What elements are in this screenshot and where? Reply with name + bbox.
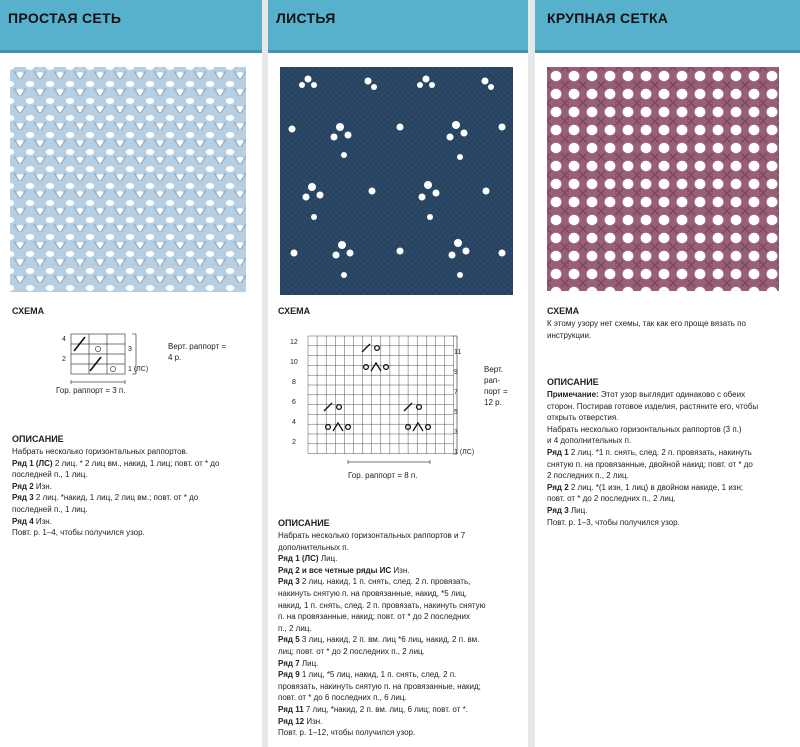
description-text	[278, 530, 523, 739]
chart-row-label: 9	[454, 369, 458, 376]
column-simple-net	[0, 0, 262, 747]
description-line: Ряд 5 3 лиц, накид, 2 п. вм. лиц *6 лиц, накид, 2 п. вм.	[278, 635, 480, 645]
description-line: повт. от * до 2 последних п., 2 лиц.	[547, 494, 676, 504]
description-line: повт. от * до 6 последних п., 6 лиц.	[278, 693, 407, 703]
swatch-photo-leaves	[280, 67, 513, 295]
description-line: Ряд 2 2 лиц. *(1 изн, 1 лиц) в двойном накиде, 1 изн;	[547, 482, 744, 492]
swatch-photo-simple-net	[10, 67, 246, 292]
description-line: последней п., 1 лиц.	[12, 504, 88, 514]
description-label: ОПИСАНИЕ	[12, 434, 64, 444]
chart-row-label: 5	[454, 409, 458, 416]
chart-row-label: 7	[454, 389, 458, 396]
column-header	[0, 0, 262, 53]
column-title: ЛИСТЬЯ	[276, 10, 336, 26]
description-line: сторон. Постирав готовое изделия, растяните его, чтобы	[547, 401, 759, 411]
schema-note	[547, 318, 792, 341]
description-line: Ряд 1 (ЛС) Лиц.	[278, 554, 338, 564]
description-line: Набрать несколько горизонтальных раппортов (3 п.)	[547, 424, 742, 434]
chart-row-label: 11	[454, 349, 462, 356]
chart-row-label: 12	[290, 339, 298, 346]
schema-note-line: инструкции.	[547, 330, 592, 340]
description-line: Ряд 12 Изн.	[278, 716, 323, 726]
description-line: и 4 дополнительных п.	[547, 436, 632, 446]
schema-label: СХЕМА	[278, 306, 311, 316]
chart-row-label: 8	[292, 379, 296, 386]
description-line: открыть отверстия.	[547, 413, 619, 423]
description-line: дополнительных п.	[278, 542, 349, 552]
description-line: последней п., 1 лиц.	[12, 470, 88, 480]
description-line: Примечание: Этот узор выглядит одинаково с обеих	[547, 390, 746, 399]
chart-row-label: 10	[290, 359, 298, 366]
schema-note-line: К этому узору нет схемы, так как его проще вязать по	[547, 319, 746, 328]
description-line: п. на провязанные, накид; повт. от * до 2 последних	[278, 612, 470, 622]
schema-label: СХЕМА	[547, 306, 580, 316]
description-line: снятую п. на провязанные, двойной накид; повт. от * до	[547, 459, 753, 469]
chart-row-label: 1 (ЛС)	[128, 366, 149, 373]
description-line: Ряд 11 7 лиц, *накид, 2 п. вм. лиц, 6 лиц; повт. от *.	[278, 704, 468, 714]
description-line: Повт. р. 1–12, чтобы получился узор.	[278, 728, 416, 738]
description-line: Ряд 4 Изн.	[12, 516, 52, 526]
column-leaves	[268, 0, 528, 747]
description-line: Ряд 2 Изн.	[12, 481, 52, 491]
chart-row-label: 4	[62, 336, 66, 343]
description-text	[547, 389, 795, 528]
description-line: Ряд 1 2 лиц. *1 п. снять, след. 2 п. провязать, накинуть	[547, 447, 752, 457]
description-line: Ряд 2 и все четные ряды ИС Изн.	[278, 565, 410, 575]
column-title: ПРОСТАЯ СЕТЬ	[8, 10, 122, 26]
vertical-repeat-line: рап-	[484, 376, 500, 385]
knitting-chart-simple-net	[60, 330, 260, 390]
chart-row-label: 6	[292, 399, 296, 406]
vertical-repeat-line: Верт.	[484, 365, 504, 374]
description-line: лиц; повт. от * до 2 последних п., 2 лиц.	[278, 646, 425, 656]
column-header	[535, 0, 800, 53]
vertical-repeat-line: 4 р.	[168, 353, 182, 362]
schema-label: СХЕМА	[12, 306, 45, 316]
chart-row-label: 2	[62, 356, 66, 363]
vertical-repeat-label	[484, 364, 508, 408]
swatch-photo-large-mesh	[547, 67, 779, 291]
chart-row-label: 1 (ЛС)	[454, 449, 475, 456]
chart-row-label: 2	[292, 439, 296, 446]
column-title: КРУПНАЯ СЕТКА	[547, 10, 669, 26]
column-large-mesh	[535, 0, 800, 747]
vertical-repeat-line: 12 р.	[484, 398, 502, 407]
description-line: Набрать несколько горизонтальных раппортов.	[12, 447, 188, 456]
chart-row-label: 3	[454, 429, 458, 436]
description-line: Ряд 7 Лиц.	[278, 658, 319, 668]
description-line: Повт. р. 1–3, чтобы получился узор.	[547, 517, 680, 527]
chart-row-label: 4	[292, 419, 296, 426]
description-line: Ряд 1 (ЛС) 2 лиц. * 2 лиц вм., накид, 1 лиц; повт. от * до	[12, 458, 220, 468]
description-text	[12, 446, 257, 539]
horizontal-repeat-label: Гор. раппорт = 3 п.	[56, 386, 126, 395]
description-line: п., 2 лиц.	[278, 623, 312, 633]
description-line: Ряд 3 2 лиц. *накид, 1 лиц, 2 лиц вм.; повт. от * до	[12, 493, 199, 503]
description-line: накинуть снятую п. на провязанные, накид, *5 лиц,	[278, 588, 467, 598]
column-header	[268, 0, 528, 53]
description-line: Ряд 3 Лиц.	[547, 505, 588, 515]
description-label: ОПИСАНИЕ	[547, 377, 599, 387]
description-line: Ряд 9 1 лиц, *5 лиц, накид, 1 п. снять, след. 2 п.	[278, 670, 457, 680]
description-line: провязать, накинуть снятую п. на провязанные, накид;	[278, 681, 481, 691]
description-line: Набрать несколько горизонтальных раппортов и 7	[278, 531, 466, 540]
vertical-repeat-label	[168, 341, 226, 363]
vertical-repeat-line: Верт. раппорт =	[168, 342, 227, 351]
chart-row-label: 3	[128, 346, 132, 353]
horizontal-repeat-label: Гор. раппорт = 8 п.	[348, 471, 418, 480]
description-line: 2 последних п., 2 лиц.	[547, 471, 629, 481]
description-label: ОПИСАНИЕ	[278, 518, 330, 528]
description-line: накид, 1 п. снять, след. 2 п. провязать, накинуть снятую	[278, 600, 486, 610]
description-line: Повт. р. 1–4, чтобы получился узор.	[12, 528, 145, 538]
vertical-repeat-line: порт =	[484, 387, 508, 396]
description-line: Ряд 3 2 лиц. накид, 1 п. снять, след. 2 п. провязать,	[278, 577, 471, 587]
